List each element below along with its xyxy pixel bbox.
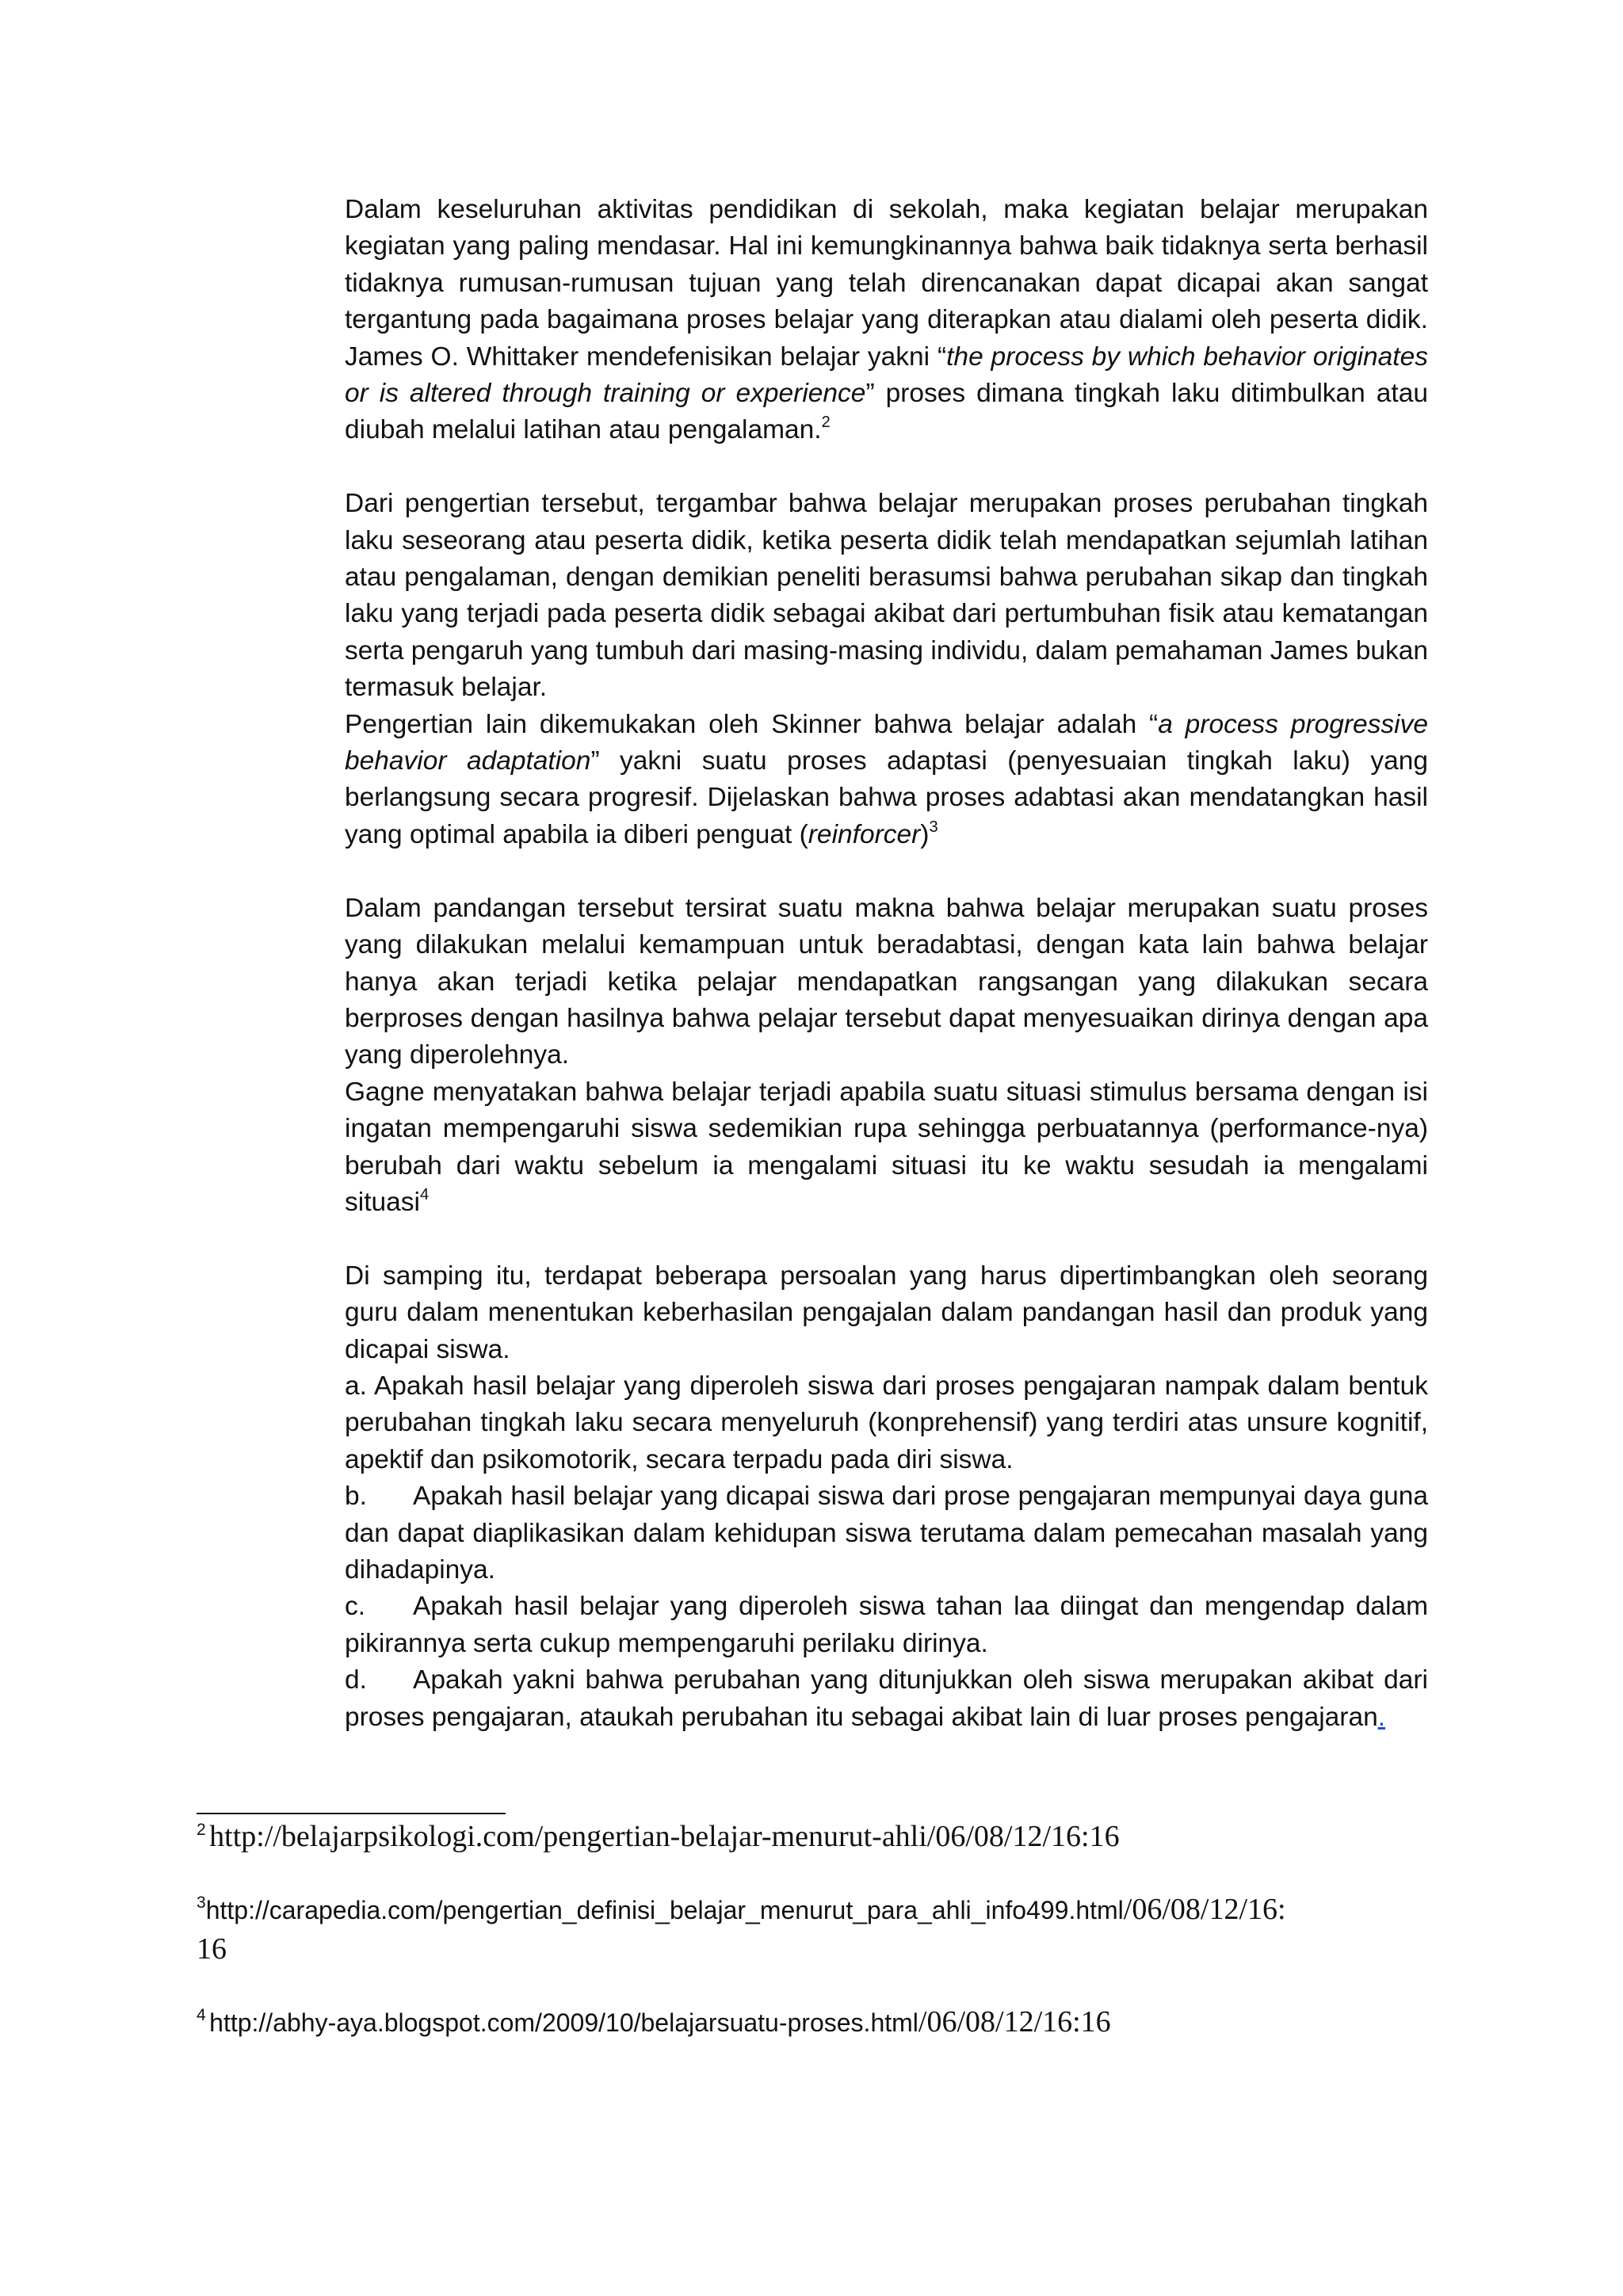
footnote-2-url[interactable]: http://belajarpsikologi.com/pengertian-belajar-menurut-ahli/06/08/12/16:16 — [209, 1820, 1120, 1853]
paragraph-james-definition: Dari pengertian tersebut, tergambar bahwa belajar merupakan proses perubahan tingkah laku seseorang atau peserta didik, ketika peserta didik telah mendapatkan sejumlah latihan atau pengalaman, dengan demikian peneliti berasumsi bahwa perubahan sikap dan tingkah laku yang terjadi pada peserta didik sebagai akibat dari pertumbuhan fisik atau kematangan serta pengaruh yang tumbuh dari masing-masing individu, dalam pemahaman James bukan termasuk belajar. — [345, 489, 1428, 703]
hyperlink-period[interactable]: . — [1377, 1702, 1386, 1732]
paragraph-adaptation: Dalam pandangan tersebut tersirat suatu makna bahwa belajar merupakan suatu proses yang dilakukan melalui kemampuan untuk beradabtasi, dengan kata lain bahwa belajar hanya akan terjadi ketika pelajar mendapatkan rangsangan yang dilakukan secara berproses dengan hasilnya bahwa pelajar tersebut dapat menyesuaikan dirinya dengan apa yang diperolehnya. — [345, 893, 1428, 1070]
footnote-2: $^2$ http://belajarpsikologi.com/pengertian-belajar-menurut-ahli/06/08/12/16:16 — [197, 1820, 1120, 1853]
footnote-4-url[interactable]: http://abhy-aya.blogspot.com/2009/10/belajarsuatu-proses.html — [209, 2008, 918, 2037]
paragraph-considerations: Di samping itu, terdapat beberapa persoalan yang harus dipertimbangkan oleh seorang guru dalam menentukan keberhasilan pengajalan dalam pandangan hasil dan produk yang dicapai siswa. — [345, 1261, 1428, 1364]
paragraph-skinner: Pengertian lain dikemukakan oleh Skinner bahwa belajar adalah “a process progressive behavior adaptation” yakni suatu proses adaptasi (penyesuaian tingkah laku) yang berlangsung secara progresif. Dijelaskan bahwa proses adabtasi akan mendatangkan hasil yang optimal apabila ia diberi penguat (reinforcer)$^3$ — [345, 709, 1428, 849]
footnote-4: $^4$ http://abhy-aya.blogspot.com/2009/10/belajarsuatu-proses.html/06/08/12/16:16 — [197, 2005, 1111, 2039]
footnote-3-continuation: 16 — [197, 1932, 227, 1966]
footnote-ref-2[interactable]: 2 — [821, 414, 831, 432]
term-reinforcer: reinforcer — [808, 819, 921, 849]
quote-whittaker: the process by which behavior originates or is altered through training or experience — [345, 341, 1428, 409]
list-item: c. Apakah hasil belajar yang diperoleh siswa tahan laa diingat dan mengendap dalam pikirannya serta cukup mempengaruhi perilaku dirinya. — [345, 1592, 1428, 1658]
paragraph-gagne: Gagne menyatakan bahwa belajar terjadi apabila suatu situasi stimulus bersama dengan isi ingatan mempengaruhi siswa sedemikian rupa sehingga perbuatannya (performance-nya) berubah dari waktu sebelum ia mengalami situasi itu ke waktu sesudah ia mengalami situasi$^4$ — [345, 1077, 1428, 1217]
list-item: b. Apakah hasil belajar yang dicapai siswa dari prose pengajaran mempunyai daya guna dan dapat diaplikasikan dalam kehidupan siswa terutama dalam pemecahan masalah yang dihadapinya. — [345, 1482, 1428, 1585]
footnote-3: $^3$http://carapedia.com/pengertian_definisi_belajar_menurut_para_ahli_info499.html/06/08/12/16: — [197, 1893, 1286, 1926]
footnote-separator — [197, 1813, 506, 1814]
quote-skinner: a process progressive behavior adaptation — [345, 709, 1428, 776]
footnote-ref-3[interactable]: 3 — [929, 818, 938, 836]
footnote-3-url[interactable]: http://carapedia.com/pengertian_definisi_belajar_menurut_para_ahli_info499.html — [205, 1896, 1124, 1924]
list-item: a. Apakah hasil belajar yang diperoleh siswa dari proses pengajaran nampak dalam bentuk perubahan tingkah laku secara menyeluruh (konprehensif) yang terdiri atas unsure kognitif, apektif dan psikomotorik, secara terpadu pada diri siswa. — [345, 1371, 1428, 1474]
body-text — [345, 192, 1428, 1736]
list-item: d. Apakah yakni bahwa perubahan yang ditunjukkan oleh siswa merupakan akibat dari proses pengajaran, ataukah perubahan itu sebagai akibat lain di luar proses pengajaran. — [345, 1665, 1428, 1732]
paragraph-whittaker: Dalam keseluruhan aktivitas pendidikan di sekolah, maka kegiatan belajar merupakan kegiatan yang paling mendasar. Hal ini kemungkinannya bahwa baik tidaknya serta berhasil tidaknya rumusan-rumusan tujuan yang telah direncanakan dapat dicapai akan sangat tergantung pada bagaimana proses belajar yang diterapkan atau dialami oleh peserta didik. James O. Whittaker mendefenisikan belajar yakni “the process by which behavior originates or is altered through training or experience” proses dimana tingkah laku ditimbulkan atau diubah melalui latihan atau pengalaman.$^2$ — [345, 195, 1428, 445]
footnote-ref-4[interactable]: 4 — [419, 1185, 430, 1203]
